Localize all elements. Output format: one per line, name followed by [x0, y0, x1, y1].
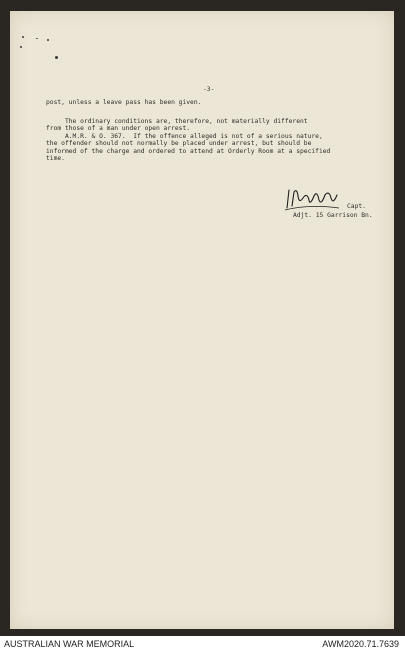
paragraph: The ordinary conditions are, therefore, not materially different from those of a man under open arrest.	[46, 118, 308, 133]
institution-name: AUSTRALIAN WAR MEMORIAL	[4, 639, 135, 649]
signature-rank: Capt.	[347, 203, 366, 210]
paragraph: A.M.R. & O. 367. If the offence alleged is not of a serious nature, the offender should not normally be placed under arrest, but should be informed of the charge and ordered to attend at Orderly Room at a specified time.	[46, 133, 331, 163]
page-number: -3-	[203, 86, 215, 93]
archive-footer	[0, 636, 405, 653]
ink-speck	[36, 38, 38, 39]
handwritten-signature	[283, 186, 341, 212]
text-line: post, unless a leave pass has been given.	[46, 99, 202, 106]
catalogue-number: AWM2020.71.7639	[322, 639, 399, 649]
ink-speck	[20, 46, 22, 48]
ink-speck	[22, 36, 24, 38]
ink-speck	[47, 39, 49, 41]
ink-speck	[55, 56, 58, 59]
signature-unit: Adjt. 15 Garrison Bn.	[293, 212, 373, 219]
